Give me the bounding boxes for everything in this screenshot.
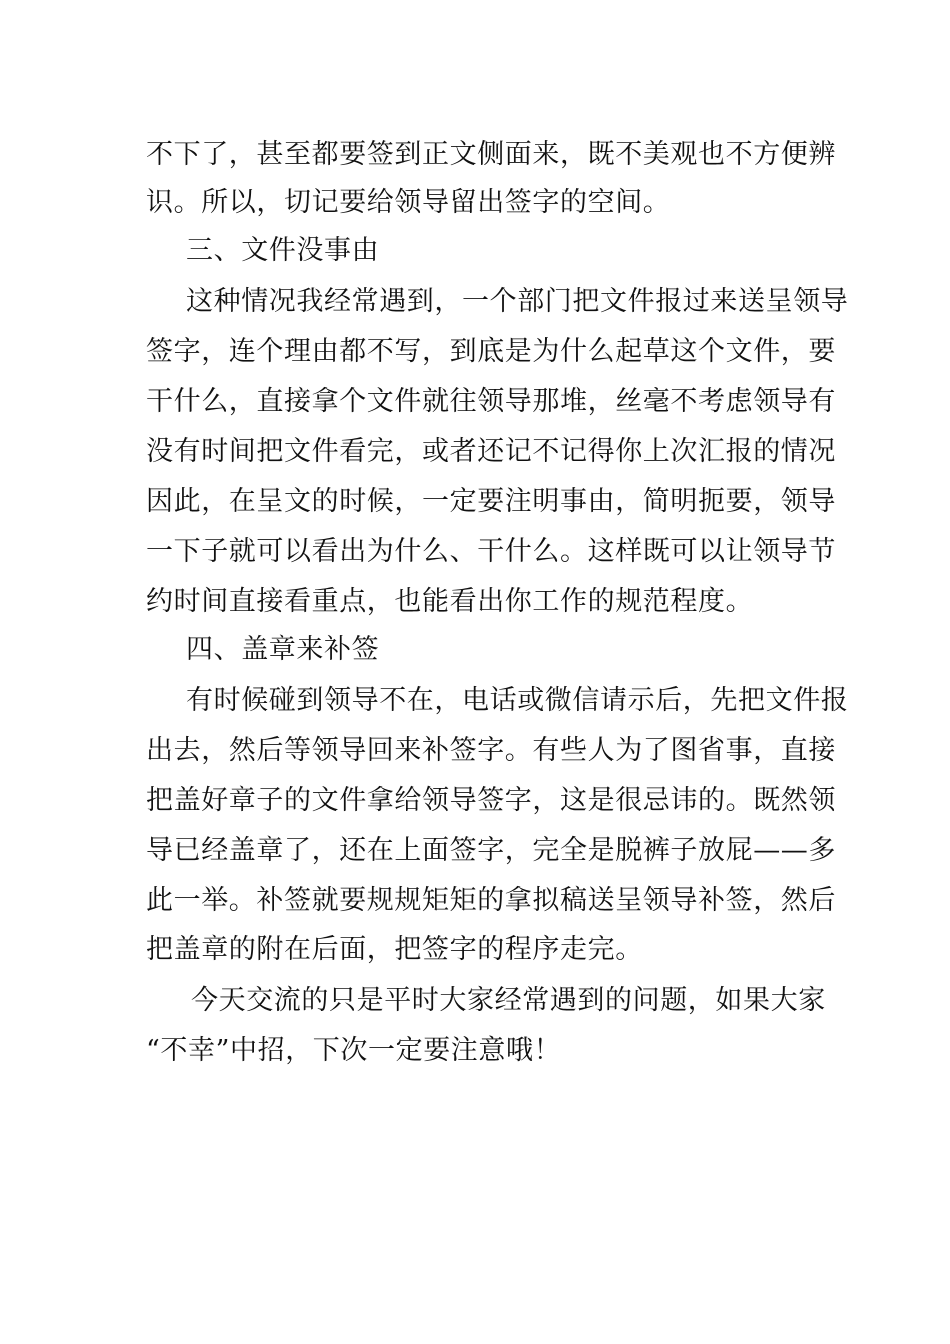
text-line: 约时间直接看重点，也能看出你工作的规范程度。 xyxy=(146,586,754,617)
text-line: 出去，然后等领导回来补签字。有些人为了图省事，直接 xyxy=(146,735,836,766)
text-line: 签字，连个理由都不写，到底是为什么起草这个文件，要 xyxy=(146,336,836,367)
text-line: 把盖好章子的文件拿给领导签字，这是很忌讳的。既然领 xyxy=(146,785,836,816)
text-line: 有时候碰到领导不在，电话或微信请示后，先把文件报 xyxy=(186,685,849,716)
text-line: 因此，在呈文的时候，一定要注明事由，简明扼要，领导 xyxy=(146,486,836,517)
text-line: 识。所以，切记要给领导留出签字的空间。 xyxy=(146,187,671,218)
section-heading-3: 三、文件没事由 xyxy=(186,235,380,266)
text-line: 把盖章的附在后面，把签字的程序走完。 xyxy=(146,934,643,965)
text-line: 一下子就可以看出为什么、干什么。这样既可以让领导节 xyxy=(146,536,836,567)
text-line: 此一举。补签就要规规矩矩的拿拟稿送呈领导补签，然后 xyxy=(146,885,836,916)
text-line: 导已经盖章了，还在上面签字，完全是脱裤子放屁——多 xyxy=(146,835,836,866)
text-line: “不幸”中招，下次一定要注意哦！ xyxy=(146,1035,562,1066)
text-line: 今天交流的只是平时大家经常遇到的问题，如果大家 xyxy=(191,985,826,1016)
text-line: 这种情况我经常遇到，一个部门把文件报过来送呈领导 xyxy=(186,286,849,317)
text-line: 不下了，甚至都要签到正文侧面来，既不美观也不方便辨 xyxy=(146,139,836,170)
text-line: 没有时间把文件看完，或者还记不记得你上次汇报的情况 xyxy=(146,436,836,467)
text-line: 干什么，直接拿个文件就往领导那堆，丝毫不考虑领导有 xyxy=(146,386,836,417)
section-heading-4: 四、盖章来补签 xyxy=(186,634,380,665)
